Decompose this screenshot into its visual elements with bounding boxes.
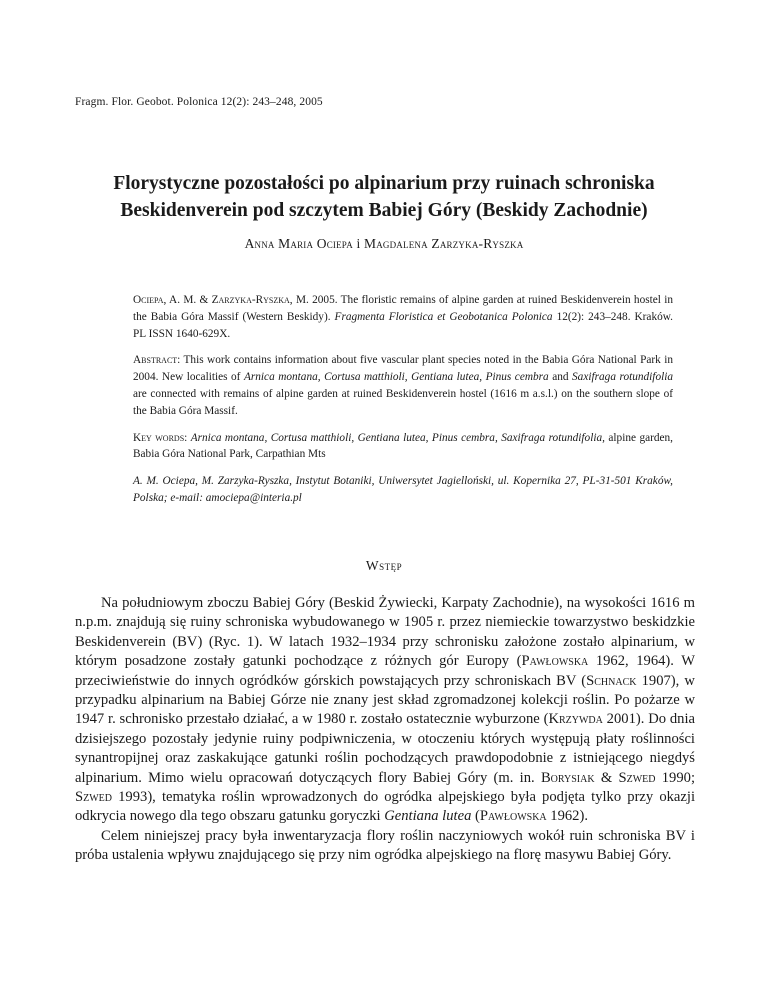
article-title [70, 170, 698, 224]
body-text-run: 1907), w przypadku alpinarium na Babiej Górze nie znany jest skład zgromadzonej kolekcji roślin. Po pożarze w 1947 r. schronisko przestało działać, a w 1980 r. zostało ostatecznie wyburzone ( [75, 672, 695, 728]
abstract-label: Abstract: [133, 354, 181, 367]
abstract-and: and [552, 371, 569, 384]
citation-author: Pawłowska [521, 653, 589, 670]
body-text-run: ( [471, 808, 480, 825]
title-line-1: Florystyczne pozostałości po alpinarium przy ruinach schroniska [113, 173, 655, 194]
body-text [75, 594, 695, 866]
citation-tail: 12(2): 243–248. Kraków. PL ISSN 1640-629X. [133, 310, 673, 340]
species-name: Gentiana lutea [384, 808, 472, 825]
citation-author: Szwed [75, 789, 112, 806]
body-paragraph-2: Celem niniejszej pracy była inwentaryzacja flory roślin naczyniowych wokół ruin schroniska BV i próba ustalenia wpływu znajdującego się przy nim ogródka alpejskiego na florę masywu Babiej Góry. [75, 827, 695, 864]
body-text-run: 1962, 1964). W przeciwieństwie do innych ogródków górskich powstających przy schroniskach BV ( [75, 653, 695, 689]
citation-journal: Fragmenta Floristica et Geobotanica Polonica [334, 310, 553, 323]
abstract-text-a: This work contains information about five vascular plant species noted in the Babia Góra National Park in 2004. New localities of [133, 354, 673, 384]
keywords-rest: alpine garden, Babia Góra National Park, Carpathian Mts [133, 431, 673, 461]
citation-author: Borysiak & Szwed [540, 769, 656, 786]
body-text-run: 1962). [546, 808, 588, 825]
abstract-species-2: Saxifraga rotundifolia [572, 371, 674, 384]
keywords-label: Key words: [133, 431, 188, 444]
title-line-2: Beskidenverein pod szczytem Babiej Góry (Beskidy Zachodnie) [120, 200, 648, 221]
author-2: Magdalena Zarzyka-Ryszka [364, 236, 524, 251]
author-1: Anna Maria Ociepa [244, 236, 353, 251]
body-text-run: 2001). Do dnia dzisiejszego pozostały jedynie ruiny podpiwniczenia, w otoczeniu których występują płaty roślinności synantropijnej oraz zaskakujące gatunki roślin pochodzących prawdopodobnie z istniejącego niegdyś alpinarium. Mimo wielu opracowań dotyczących flory Babiej Góry (m. in. [75, 711, 695, 786]
body-text-run: 1990; [655, 769, 695, 786]
section-heading-introduction: Wstęp [365, 558, 403, 573]
body-paragraph-1 [75, 594, 695, 827]
citation [133, 292, 673, 342]
abstract-text-b: are connected with remains of alpine garden at ruined Beskidenverein hostel (1616 m a.s.l.) on the southern slope of the Babia Góra Massif. [133, 387, 673, 417]
abstract-block [133, 292, 673, 517]
keywords [133, 430, 673, 464]
citation-text: 2005. The floristic remains of alpine garden at ruined Beskidenverein hostel in the Babia Góra Massif (Western Beskidy). [133, 294, 673, 323]
citation-authors: Ociepa, A. M. & Zarzyka-Ryszka, M. [133, 294, 309, 306]
journal-reference: Fragm. Flor. Geobot. Polonica 12(2): 243–248, 2005 [75, 96, 323, 108]
citation-author: Krzywda [548, 711, 603, 728]
affiliation: A. M. Ociepa, M. Zarzyka-Ryszka, Instytut Botaniki, Uniwersytet Jagielloński, ul. Kopernika 27, PL-31-501 Kraków, Polska; e-mail: amociepa@interia.pl [133, 475, 673, 504]
body-text-run: 1993), tematyka roślin wprowadzonych do ogródka alpejskiego była podjęta tylko przy okazji odkrycia nowego dla tego obszaru gatunku goryczki [75, 789, 695, 825]
author-conjunction: i [356, 236, 361, 251]
body-text-run: Na południowym zboczu Babiej Góry (Beskid Żywiecki, Karpaty Zachodnie), na wysokości 1616 m n.p.m. znajdują się ruiny schroniska wybudowanego w 1905 r. przez niemieckie towarzystwo beskidzkie Beskidenverein (BV) (Ryc. 1). W latach 1932–1934 przy schronisku założone zostało alpinarium, w którym posadzone zostały gatunki pochodzące z różnych gór Europy ( [75, 595, 695, 670]
abstract-species: Arnica montana, Cortusa matthioli, Gentiana lutea, Pinus cembra [243, 371, 549, 384]
citation-author: Schnack [586, 672, 637, 689]
citation-author: Pawłowska [479, 808, 547, 825]
keywords-species: Arnica montana, Cortusa matthioli, Gentiana lutea, Pinus cembra, Saxifraga rotundifolia, [190, 431, 605, 444]
author-list [80, 236, 688, 252]
abstract [133, 352, 673, 419]
